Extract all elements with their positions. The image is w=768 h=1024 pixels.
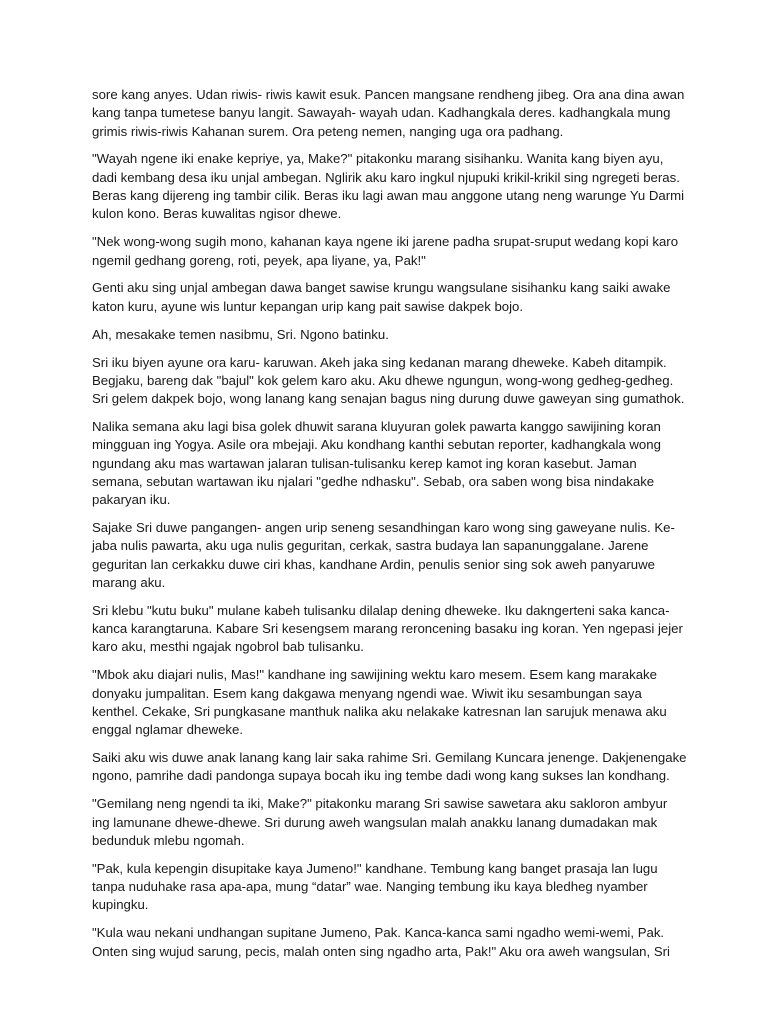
paragraph bbox=[92, 326, 678, 344]
text-line: karo aku, mesthi ngajak ngobrol bab tulisanku. bbox=[92, 639, 364, 655]
text-line: pakaryan iku. bbox=[92, 492, 171, 508]
text-line: kulon kono. Beras kuwalitas ngisor dhewe. bbox=[92, 206, 342, 222]
text-line: "Nek wong-wong sugih mono, kahanan kaya ngene iki jarene padha srupat-sruput wedang kopi karo bbox=[92, 234, 679, 250]
text-line: "Pak, kula kepengin disupitake kaya Jumeno!" kandhane. Tembung kang banget prasaja lan lugu bbox=[92, 860, 658, 876]
text-line: "Wayah ngene iki enake kepriye, ya, Make?" pitakonku marang sisihanku. Wanita kang biyen ayu, bbox=[92, 151, 664, 167]
text-line: kupingku. bbox=[92, 897, 149, 913]
text-line: ing lamunane dhewe-dhewe. Sri durung aweh wangsulan malah anakku lanang dumadakan mak bbox=[92, 814, 658, 830]
paragraph bbox=[92, 418, 678, 509]
text-line: ngundang aku mas wartawan jalaran tulisan-tulisanku kerep kamot ing koran kasebut. Jaman bbox=[92, 455, 637, 471]
text-line: "Mbok aku diajari nulis, Mas!" kandhane ing sawijining wektu karo mesem. Esem kang marakake bbox=[92, 667, 657, 683]
text-line: marang aku. bbox=[92, 574, 166, 590]
text-line: ngono, pamrihe dadi pandonga supaya bocah iku ing tembe dadi wong kang sukses lan kondhang. bbox=[92, 768, 670, 784]
paragraph bbox=[92, 860, 678, 915]
text-line: tanpa nuduhake rasa apa-apa, mung “datar” wae. Nanging tembung iku kaya bledheg nyamber bbox=[92, 879, 648, 895]
text-line: Onten sing wujud sarung, pecis, malah onten sing ngadho arta, Pak!" Aku ora aweh wangsulan, Sri bbox=[92, 943, 670, 959]
text-line: Ah, mesakake temen nasibmu, Sri. Ngono batinku. bbox=[92, 326, 389, 342]
text-line: kang tanpa tumetese banyu langit. Sawayah- wayah udan. Kadhangkala deres. kadhangkala mung bbox=[92, 105, 671, 121]
paragraph bbox=[92, 795, 678, 850]
paragraph bbox=[92, 233, 678, 270]
text-line: kenthel. Cekake, Sri pungkasane manthuk nalika aku nelakake katresnan lan sarujuk menawa aku bbox=[92, 703, 667, 719]
text-line: sore kang anyes. Udan riwis- riwis kawit esuk. Pancen mangsane rendheng jibeg. Ora ana dina awan bbox=[92, 87, 685, 102]
text-line: Sri gelem dakpek bojo, wong lanang kang senajan bagus ning durung duwe gaweyan sing gumathok. bbox=[92, 391, 685, 407]
text-line: dadi kembang desa iku unjal ambegan. Nglirik aku karo ingkul njupuki krikil-krikil sing ngregeti beras. bbox=[92, 169, 680, 185]
text-line: enggal nglamar dheweke. bbox=[92, 722, 244, 738]
paragraph bbox=[92, 519, 678, 592]
paragraph bbox=[92, 924, 678, 961]
paragraph bbox=[92, 86, 685, 141]
text-line: "Gemilang neng ngendi ta iki, Make?" pitakonku marang Sri sawise sawetara aku sakloron ambyur bbox=[92, 796, 668, 812]
text-line: ngemil gedhang goreng, roti, peyek, apa liyane, ya, Pak!" bbox=[92, 252, 426, 268]
text-line: Nalika semana aku lagi bisa golek dhuwit sarana kluyuran golek pawarta kanggo sawijining koran bbox=[92, 419, 661, 435]
text-line: Beras kang dijereng ing tambir cilik. Beras iku lagi awan mau anggone utang neng warunge Yu Darmi bbox=[92, 188, 685, 204]
paragraph bbox=[92, 666, 678, 739]
story-text-body bbox=[92, 86, 687, 961]
text-line: Sri klebu "kutu buku" mulane kabeh tulisanku dilalap dening dheweke. Iku dakngerteni saka kanca- bbox=[92, 602, 670, 618]
paragraph bbox=[92, 279, 678, 316]
text-line: "Kula wau nekani undhangan supitane Jumeno, Pak. Kanca-kanca sami ngadho wemi-wemi, Pak. bbox=[92, 925, 665, 941]
text-line: Sri iku biyen ayune ora karu- karuwan. Akeh jaka sing kedanan marang dheweke. Kabeh ditampik. bbox=[92, 354, 667, 370]
paragraph bbox=[92, 150, 685, 223]
text-line: Begjaku, bareng dak "bajul" kok gelem karo aku. Aku dhewe ngungun, wong-wong gedheg-gedheg. bbox=[92, 372, 674, 388]
text-line: katon kuru, ayune wis luntur kepangan urip kang pait sawise dakpek bojo. bbox=[92, 298, 524, 314]
text-line: donyaku jumpalitan. Esem kang dakgawa menyang ngendi wae. Wiwit iku sesambungan saya bbox=[92, 685, 642, 701]
paragraph bbox=[92, 749, 687, 786]
text-line: Genti aku sing unjal ambegan dawa banget sawise krungu wangsulane sisihanku kang saiki awake bbox=[92, 280, 671, 296]
paragraph bbox=[92, 602, 683, 657]
text-line: grimis riwis-riwis Kahanan surem. Ora peteng nemen, nanging uga ora padhang. bbox=[92, 123, 564, 139]
text-line: geguritan lan cerkakku duwe ciri khas, kandhane Ardin, penulis senior sing sok aweh panyaruwe bbox=[92, 556, 655, 572]
paragraph bbox=[92, 354, 685, 409]
text-line: bedunduk mlebu ngomah. bbox=[92, 832, 245, 848]
text-line: Sajake Sri duwe pangangen- angen urip seneng sesandhingan karo wong sing gaweyane nulis. Ke- bbox=[92, 520, 675, 536]
text-line: kanca karangtaruna. Kabare Sri kesengsem marang reroncening basaku ing koran. Yen ngepasi jejer bbox=[92, 621, 683, 637]
text-line: jaba nulis pawarta, aku uga nulis geguritan, cerkak, sastra budaya lan sapanunggalane. Jarene bbox=[92, 538, 649, 554]
text-line: mingguan ing Yogya. Asile ora mbejaji. Aku kondhang kanthi sebutan reporter, kadhangkala wong bbox=[92, 437, 661, 453]
text-line: Saiki aku wis duwe anak lanang kang lair saka rahime Sri. Gemilang Kuncara jenenge. Dakjenengake bbox=[92, 750, 687, 766]
document-page bbox=[92, 86, 687, 970]
text-line: semana, sebutan wartawan iku njalari "gedhe ndhasku". Sebab, ora saben wong bisa nindakake bbox=[92, 473, 655, 489]
